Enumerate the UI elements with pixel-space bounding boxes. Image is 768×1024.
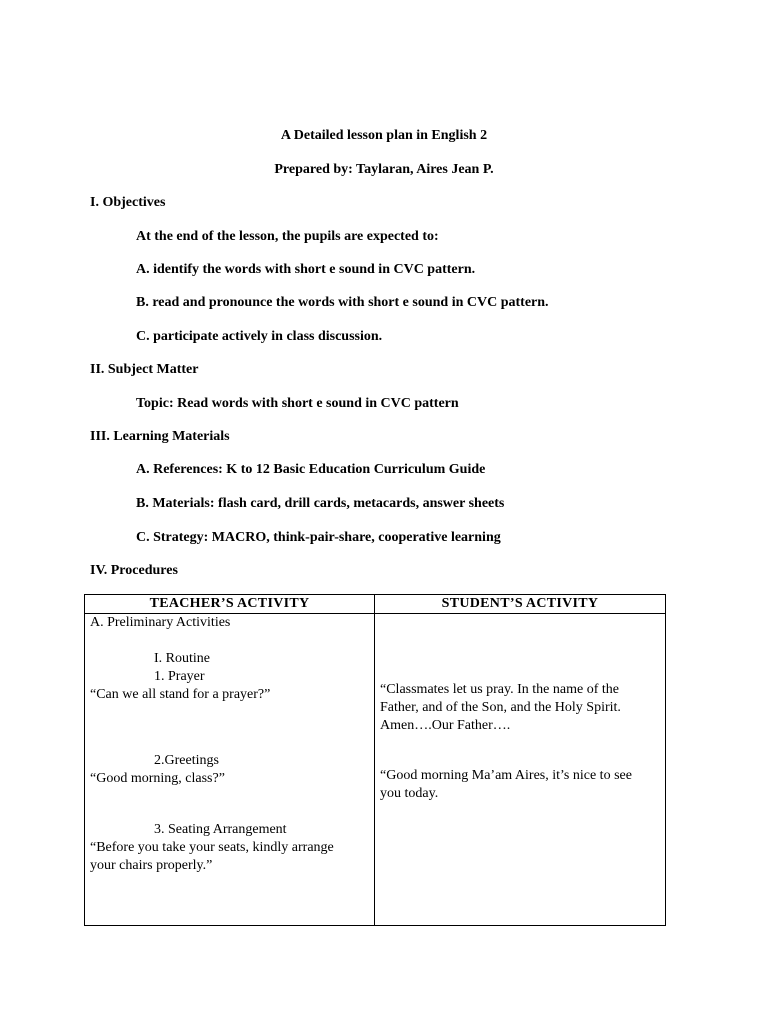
student-activity-header: STUDENT’S ACTIVITY bbox=[375, 595, 666, 614]
teacher-activity-header: TEACHER’S ACTIVITY bbox=[85, 595, 375, 614]
learning-materials-heading: III. Learning Materials bbox=[90, 429, 230, 444]
teacher-activity-cell bbox=[85, 614, 375, 926]
preliminary-activities: A. Preliminary Activities bbox=[90, 615, 231, 630]
teacher-greetings-line: “Good morning, class?” bbox=[90, 771, 225, 786]
seating-label: 3. Seating Arrangement bbox=[154, 822, 287, 837]
subject-topic: Topic: Read words with short e sound in CVC pattern bbox=[136, 396, 459, 411]
objective-item-b: B. read and pronounce the words with short e sound in CVC pattern. bbox=[136, 295, 549, 310]
procedures-heading: IV. Procedures bbox=[90, 563, 178, 578]
objective-item-c: C. participate actively in class discussion. bbox=[136, 329, 383, 344]
greetings-label: 2.Greetings bbox=[154, 753, 219, 768]
objectives-heading: I. Objectives bbox=[90, 195, 166, 210]
materials-list: B. Materials: flash card, drill cards, metacards, answer sheets bbox=[136, 496, 505, 511]
procedures-table bbox=[84, 594, 666, 926]
materials-references: A. References: K to 12 Basic Education Curriculum Guide bbox=[136, 462, 486, 477]
objective-item-a: A. identify the words with short e sound in CVC pattern. bbox=[136, 262, 476, 277]
student-greeting-line-1: “Good morning Ma’am Aires, it’s nice to see bbox=[380, 768, 632, 783]
teacher-prayer-line: “Can we all stand for a prayer?” bbox=[90, 687, 271, 702]
table-row bbox=[85, 614, 666, 926]
prayer-label: 1. Prayer bbox=[154, 669, 205, 684]
objectives-intro: At the end of the lesson, the pupils are expected to: bbox=[136, 229, 439, 244]
materials-strategy: C. Strategy: MACRO, think-pair-share, cooperative learning bbox=[136, 530, 501, 545]
student-greeting-line-2: you today. bbox=[380, 786, 439, 801]
document-title: A Detailed lesson plan in English 2 bbox=[280, 128, 488, 143]
student-prayer-line-2: Father, and of the Son, and the Holy Spirit. bbox=[380, 700, 621, 715]
teacher-seating-line-1: “Before you take your seats, kindly arrange bbox=[90, 840, 334, 855]
teacher-seating-line-2: your chairs properly.” bbox=[90, 858, 213, 873]
student-prayer-line-1: “Classmates let us pray. In the name of the bbox=[380, 682, 619, 697]
table-header-row bbox=[85, 595, 666, 614]
prepared-by: Prepared by: Taylaran, Aires Jean P. bbox=[274, 162, 494, 177]
student-prayer-line-3: Amen….Our Father…. bbox=[380, 718, 511, 733]
subject-matter-heading: II. Subject Matter bbox=[90, 362, 199, 377]
routine-label: I. Routine bbox=[154, 651, 210, 666]
student-activity-cell bbox=[375, 614, 666, 926]
